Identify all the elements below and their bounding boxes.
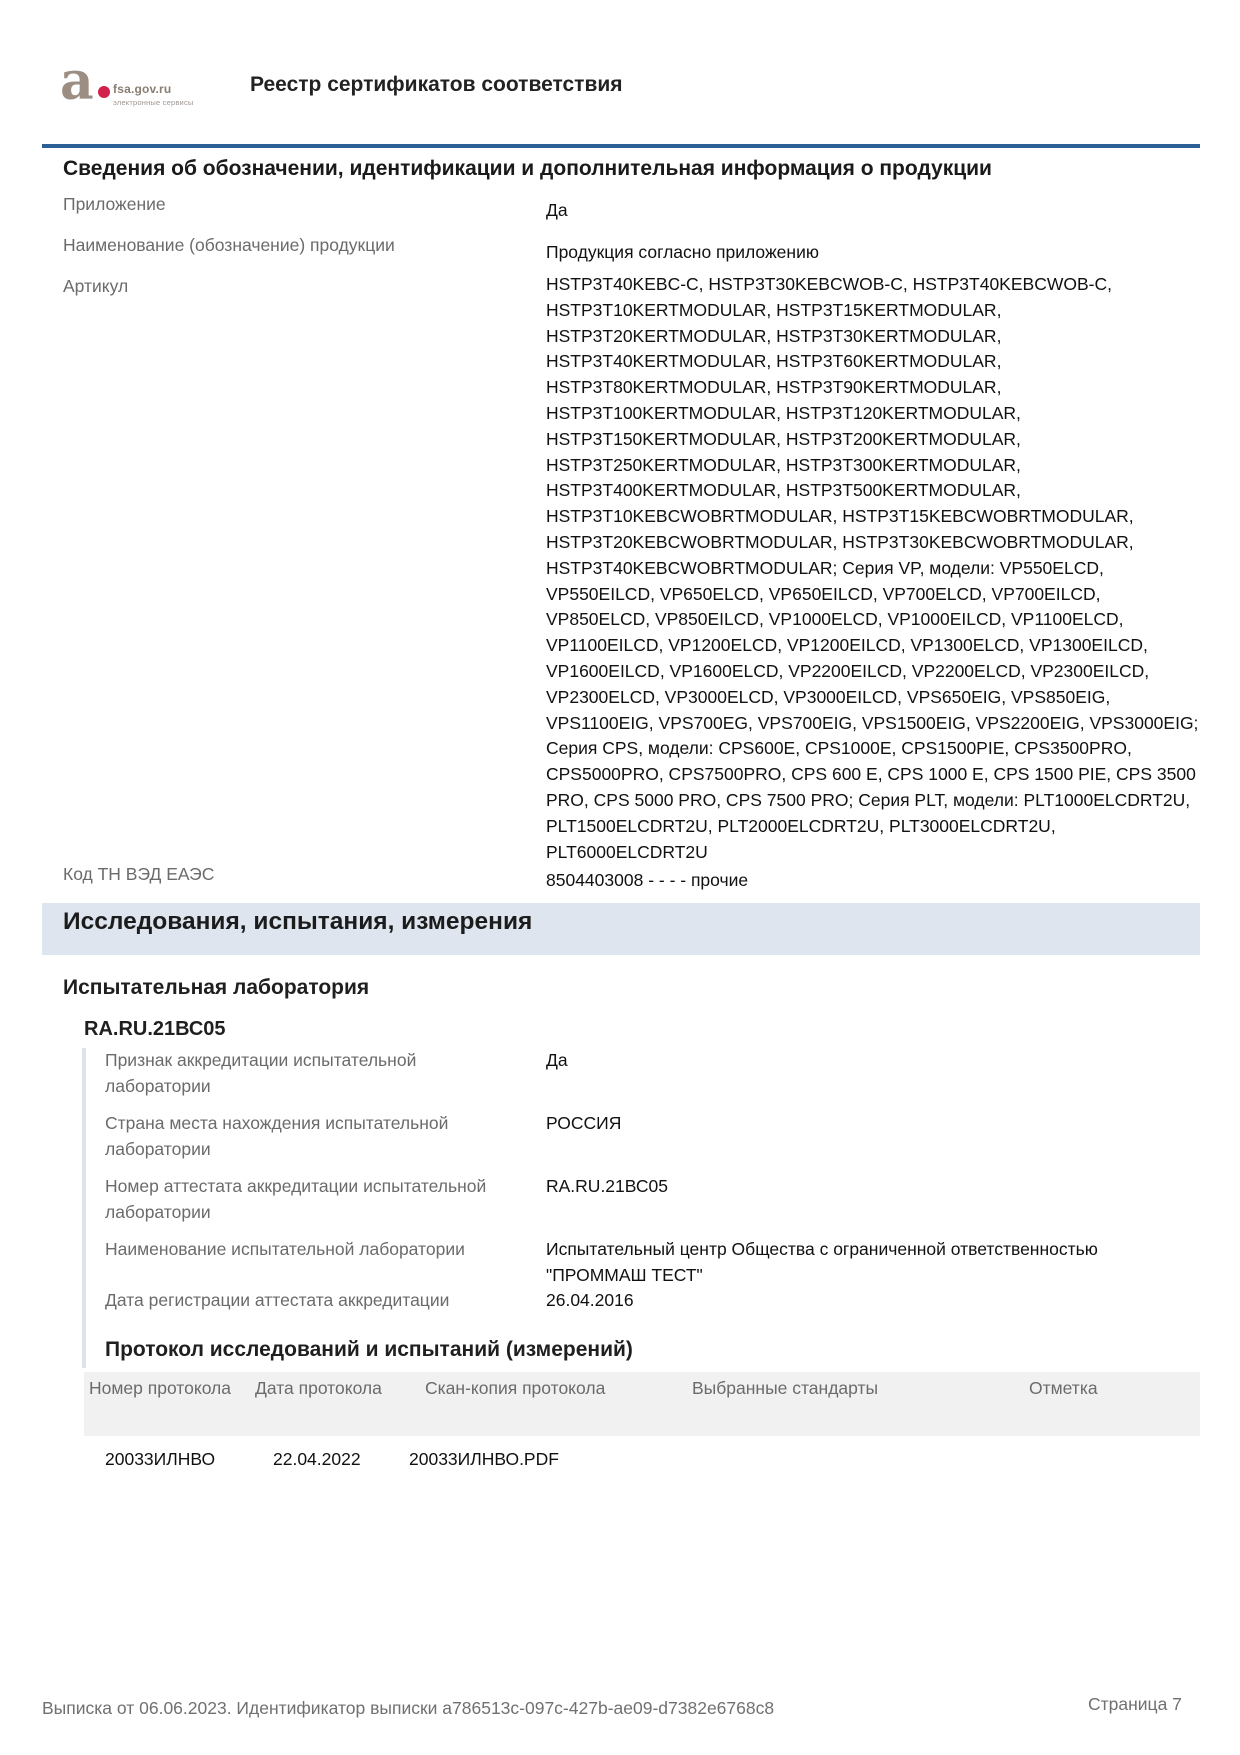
header-divider	[42, 144, 1200, 148]
protocol-col-date: Дата протокола	[255, 1378, 382, 1398]
protocol-cell-scan-file[interactable]: 20033ИЛНВО.PDF	[409, 1449, 559, 1469]
page-number: Страница 7	[1088, 1694, 1182, 1714]
logo-dot	[98, 86, 110, 98]
lab-heading: Испытательная лаборатория	[63, 976, 370, 999]
protocol-col-scan: Скан-копия протокола	[425, 1378, 606, 1398]
protocol-col-number: Номер протокола	[89, 1378, 231, 1398]
field-value-tnved: 8504403008 - - - - прочие	[546, 870, 749, 890]
lab-value-accreditation: Да	[546, 1050, 568, 1070]
lab-block-bar	[82, 1048, 86, 1368]
field-value-appendix: Да	[546, 200, 568, 220]
lab-value-name: Испытательный центр Общества с ограниченной ответственностью "ПРОММАШ ТЕСТ"	[546, 1239, 1098, 1285]
field-value-product-name: Продукция согласно приложению	[546, 242, 819, 262]
footer-extract-id: Выписка от 06.06.2023. Идентификатор выписки a786513c-097c-427b-ae09-d7382e6768c8	[42, 1698, 775, 1718]
field-label-product-name: Наименование (обозначение) продукции	[63, 235, 395, 255]
research-section-title: Исследования, испытания, измерения	[63, 908, 533, 935]
product-info-title: Сведения об обозначении, идентификации и дополнительная информация о продукции	[63, 157, 992, 180]
field-label-articul: Артикул	[63, 276, 129, 296]
protocol-cell-number: 20033ИЛНВО	[105, 1449, 216, 1469]
lab-id: RA.RU.21ВС05	[84, 1018, 226, 1040]
protocol-col-mark: Отметка	[1029, 1378, 1098, 1398]
field-label-tnved: Код ТН ВЭД ЕАЭС	[63, 864, 215, 884]
document-title: Реестр сертификатов соответствия	[250, 73, 623, 96]
lab-label-certificate-number: Номер аттестата аккредитации испытательной лаборатории	[105, 1176, 487, 1222]
lab-label-country: Страна места нахождения испытательной лаборатории	[105, 1113, 449, 1159]
lab-label-name: Наименование испытательной лаборатории	[105, 1239, 465, 1259]
fsa-logo	[60, 51, 210, 112]
lab-value-certificate-number: RA.RU.21ВС05	[546, 1176, 668, 1196]
protocol-title: Протокол исследований и испытаний (измерений)	[105, 1338, 633, 1361]
logo-site: fsa.gov.ru	[113, 82, 172, 96]
fsa-logo-icon: а	[60, 51, 94, 112]
lab-value-registration-date: 26.04.2016	[546, 1290, 634, 1310]
lab-label-registration-date: Дата регистрации аттестата аккредитации	[105, 1290, 450, 1310]
protocol-cell-date: 22.04.2022	[273, 1449, 361, 1469]
field-label-appendix: Приложение	[63, 194, 166, 214]
logo-subtitle: электронные сервисы	[113, 98, 194, 107]
protocol-col-standards: Выбранные стандарты	[692, 1378, 879, 1398]
lab-label-accreditation: Признак аккредитации испытательной лаборатории	[105, 1050, 417, 1096]
lab-value-country: РОССИЯ	[546, 1113, 622, 1133]
field-value-articul: HSTP3T40KEBC-C, HSTP3T30KEBCWOB-C, HSTP3T40KEBCWOB-C, HSTP3T10KERTMODULAR, HSTP3T15KERTMODULAR, HSTP3T20KERTMODULAR, HSTP3T30KERTMODULAR, HSTP3T40KERTMODULAR, HSTP3T60KERTMODULAR, HSTP3T80KERTMODULAR, HSTP3T90KERTMODULAR, HSTP3T100KERTMODULAR, HSTP3T120KERTMODULAR, HSTP3T150KERTMODULAR, HSTP3T200KERTMODULAR, HSTP3T250KERTMODULAR, HSTP3T300KERTMODULAR, HSTP3T400KERTMODULAR, HSTP3T500KERTMODULAR, HSTP3T10KEBCWOBRTMODULAR, HSTP3T15KEBCWOBRTMODULAR, HSTP3T20KEBCWOBRTMODULAR, HSTP3T30KEBCWOBRTMODULAR, HSTP3T40KEBCWOBRTMODULAR; Серия VP, модели: VP550ELCD, VP550EILCD, VP650ELCD, VP650EILCD, VP700ELCD, VP700EILCD, VP850ELCD, VP850EILCD, VP1000ELCD, VP1000EILCD, VP1100ELCD, VP1100EILCD, VP1200ELCD, VP1200EILCD, VP1300ELCD, VP1300EILCD, VP1600EILCD, VP1600ELCD, VP2200EILCD, VP2200ELCD, VP2300EILCD, VP2300ELCD, VP3000ELCD, VP3000EILCD, VPS650EIG, VPS850EIG, VPS1100EIG, VPS700EG, VPS700EIG, VPS1500EIG, VPS2200EIG, VPS3000EIG; Серия CPS, модели: CPS600E, CPS1000E, CPS1500PIE, CPS3500PRO, CPS5000PRO, CPS7500PRO, CPS 600 E, CPS 1000 E, CPS 1500 PIE, CPS 3500 PRO, CPS 5000 PRO, CPS 7500 PRO; Серия PLT, модели: PLT1000ELCDRT2U, PLT1500ELCDRT2U, PLT2000ELCDRT2U, PLT3000ELCDRT2U, PLT6000ELCDRT2U	[546, 274, 1199, 862]
